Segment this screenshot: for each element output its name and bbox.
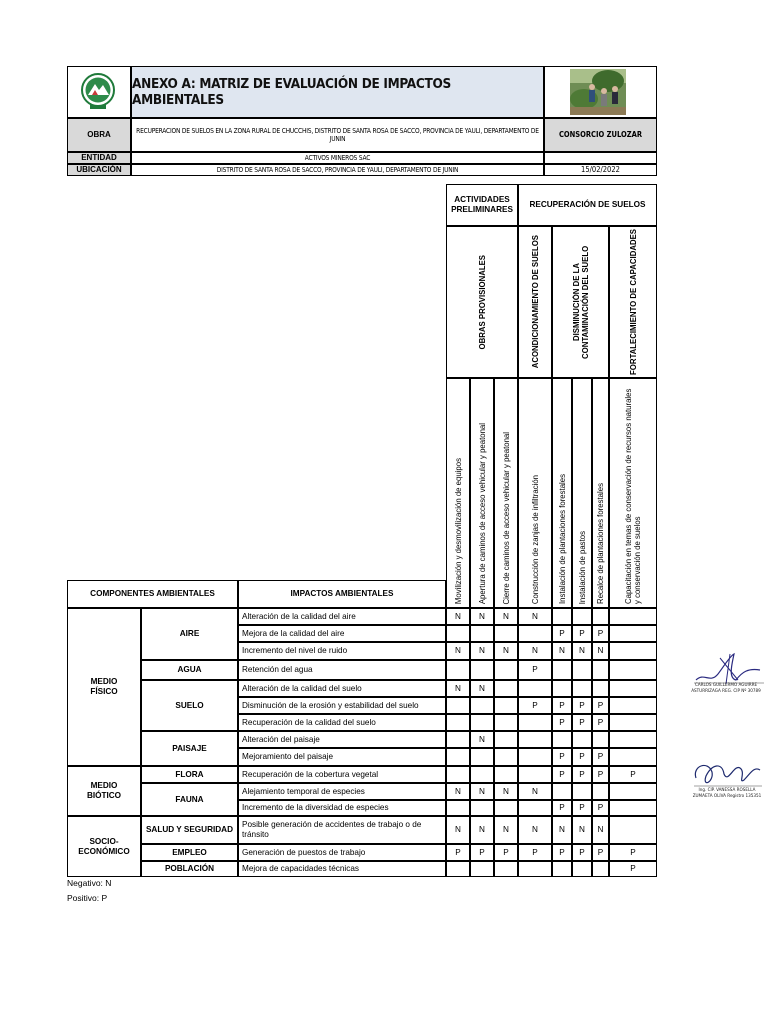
matrix-cell — [446, 731, 470, 748]
impact-label: Recuperación de la calidad del suelo — [238, 714, 446, 731]
matrix-cell: P — [552, 748, 572, 766]
matrix-cell — [609, 816, 657, 844]
impact-label: Mejoramiento del paisaje — [238, 748, 446, 766]
matrix-cell: P — [592, 697, 609, 714]
matrix-cell — [470, 660, 494, 680]
matrix-cell — [572, 861, 592, 877]
matrix-cell — [552, 783, 572, 800]
matrix-cell: P — [470, 844, 494, 861]
activity-header: Capacitación en temas de conservación de recursos naturales y conservación de suelos — [609, 378, 657, 608]
matrix-cell: N — [446, 783, 470, 800]
activity-header: Apertura de caminos de acceso vehicular y peatonal — [470, 378, 494, 608]
matrix-cell: P — [592, 748, 609, 766]
matrix-cell: P — [552, 625, 572, 642]
matrix-cell: N — [518, 608, 552, 625]
matrix-cell: P — [592, 714, 609, 731]
matrix-cell — [609, 660, 657, 680]
matrix-cell — [592, 861, 609, 877]
matrix-cell — [518, 748, 552, 766]
matrix-cell — [552, 660, 572, 680]
company-logo-icon — [80, 71, 116, 111]
matrix-cell — [494, 680, 518, 697]
matrix-cell: N — [446, 608, 470, 625]
activity-header: Movilización y desmovilización de equipos — [446, 378, 470, 608]
matrix-cell — [494, 714, 518, 731]
matrix-cell — [518, 731, 552, 748]
medio-biotico: MEDIO BIÓTICO — [67, 766, 141, 816]
subgroup-acondicionamiento: ACONDICIONAMIENTO DE SUELOS — [518, 226, 552, 378]
matrix-cell — [518, 714, 552, 731]
impact-label: Recuperación de la cobertura vegetal — [238, 766, 446, 783]
matrix-cell — [494, 731, 518, 748]
activity-header: Construcción de zanjas de infiltración — [518, 378, 552, 608]
matrix-cell: P — [592, 800, 609, 816]
factor-fauna: FAUNA — [141, 783, 238, 816]
matrix-cell — [572, 660, 592, 680]
matrix-cell — [446, 766, 470, 783]
factor-agua: AGUA — [141, 660, 238, 680]
matrix-cell: N — [552, 816, 572, 844]
matrix-cell: N — [470, 608, 494, 625]
impact-label: Alteración de la calidad del suelo — [238, 680, 446, 697]
medio-fisico: MEDIO FÍSICO — [67, 608, 141, 766]
matrix-cell — [518, 861, 552, 877]
matrix-cell: P — [518, 697, 552, 714]
matrix-cell: P — [609, 861, 657, 877]
matrix-cell: N — [494, 783, 518, 800]
matrix-cell — [470, 714, 494, 731]
col-impactos-ambientales: IMPACTOS AMBIENTALES — [238, 580, 446, 608]
activity-header: Cierre de caminos de acceso vehicular y peatonal — [494, 378, 518, 608]
matrix-cell: N — [494, 816, 518, 844]
matrix-cell — [609, 748, 657, 766]
matrix-cell: P — [572, 766, 592, 783]
subgroup-disminucion: DISMINUCIÓN DE LA CONTAMINACIÓN DEL SUELO — [552, 226, 609, 378]
matrix-cell: P — [494, 844, 518, 861]
factor-salud-seguridad: SALUD Y SEGURIDAD — [141, 816, 238, 844]
impact-label: Retención del agua — [238, 660, 446, 680]
matrix-cell — [446, 714, 470, 731]
matrix-cell — [609, 642, 657, 660]
matrix-cell — [552, 680, 572, 697]
matrix-cell — [470, 861, 494, 877]
matrix-cell: N — [518, 783, 552, 800]
matrix-cell: P — [572, 697, 592, 714]
factor-suelo: SUELO — [141, 680, 238, 731]
matrix-cell: N — [518, 816, 552, 844]
matrix-cell — [609, 697, 657, 714]
fecha-value: 15/02/2022 — [544, 164, 657, 176]
matrix-cell — [446, 697, 470, 714]
matrix-cell: P — [572, 748, 592, 766]
matrix-cell: N — [552, 642, 572, 660]
entidad-blank — [544, 152, 657, 164]
legend-negativo: Negativo: N — [67, 878, 112, 888]
matrix-cell — [518, 766, 552, 783]
matrix-cell — [592, 660, 609, 680]
matrix-cell — [446, 660, 470, 680]
matrix-cell: P — [518, 844, 552, 861]
matrix-cell — [609, 783, 657, 800]
matrix-cell: N — [592, 816, 609, 844]
impact-label: Posible generación de accidentes de trabajo o de tránsito — [238, 816, 446, 844]
matrix-cell: P — [609, 844, 657, 861]
matrix-cell — [609, 608, 657, 625]
matrix-cell — [572, 731, 592, 748]
group-recuperacion-suelos: RECUPERACIÓN DE SUELOS — [518, 184, 657, 226]
matrix-cell: N — [572, 642, 592, 660]
legend-positivo: Positivo: P — [67, 893, 108, 903]
matrix-cell — [494, 660, 518, 680]
matrix-cell — [572, 608, 592, 625]
impact-label: Disminución de la erosión y estabilidad del suelo — [238, 697, 446, 714]
matrix-cell — [446, 861, 470, 877]
matrix-cell — [592, 608, 609, 625]
field-photo-icon — [570, 69, 626, 115]
matrix-cell: P — [446, 844, 470, 861]
ubicacion-label: UBICACIÓN — [67, 164, 131, 176]
matrix-cell — [494, 766, 518, 783]
matrix-cell — [609, 680, 657, 697]
matrix-cell: P — [552, 800, 572, 816]
matrix-cell — [494, 800, 518, 816]
matrix-cell: N — [470, 816, 494, 844]
matrix-cell: P — [552, 697, 572, 714]
subgroup-fortalecimiento: FORTALECIMIENTO DE CAPACIDADES — [609, 226, 657, 378]
entidad-value: ACTIVOS MINEROS SAC — [131, 152, 544, 164]
matrix-cell: N — [446, 680, 470, 697]
matrix-cell: P — [572, 625, 592, 642]
matrix-cell — [446, 800, 470, 816]
matrix-cell — [592, 680, 609, 697]
ubicacion-value: DISTRITO DE SANTA ROSA DE SACCO, PROVINCIA DE YAULI, DEPARTAMENTO DE JUNIN — [131, 164, 544, 176]
matrix-cell: N — [494, 642, 518, 660]
matrix-cell: P — [572, 800, 592, 816]
matrix-cell: N — [470, 731, 494, 748]
obra-label: OBRA — [67, 118, 131, 152]
matrix-cell — [518, 680, 552, 697]
matrix-cell: N — [446, 642, 470, 660]
impact-label: Incremento del nivel de ruido — [238, 642, 446, 660]
matrix-cell — [470, 766, 494, 783]
matrix-cell — [446, 748, 470, 766]
matrix-cell — [552, 861, 572, 877]
matrix-cell: N — [470, 642, 494, 660]
factor-poblacion: POBLACIÓN — [141, 861, 238, 877]
obra-value: RECUPERACION DE SUELOS EN LA ZONA RURAL DE CHUCCHIS, DISTRITO DE SANTA ROSA DE SACCO, PROVINCIA DE YAULI, DEPARTAMENTO DE JUNIN — [131, 118, 544, 152]
matrix-cell — [446, 625, 470, 642]
group-actividades-preliminares: ACTIVIDADES PRELIMINARES — [446, 184, 518, 226]
factor-paisaje: PAISAJE — [141, 731, 238, 766]
matrix-cell: P — [609, 766, 657, 783]
matrix-cell: P — [592, 625, 609, 642]
impact-label: Alteración de la calidad del aire — [238, 608, 446, 625]
matrix-cell — [494, 861, 518, 877]
page-title: ANEXO A: MATRIZ DE EVALUACIÓN DE IMPACTOS AMBIENTALES — [132, 76, 451, 108]
activity-header: Instalación de plantaciones forestales — [552, 378, 572, 608]
matrix-cell: P — [572, 844, 592, 861]
matrix-cell: P — [552, 844, 572, 861]
matrix-cell — [470, 625, 494, 642]
matrix-cell — [470, 800, 494, 816]
impact-label: Generación de puestos de trabajo — [238, 844, 446, 861]
matrix-cell: P — [572, 714, 592, 731]
matrix-cell: P — [552, 714, 572, 731]
subgroup-obras-provisionales: OBRAS PROVISIONALES — [446, 226, 518, 378]
impact-label: Mejora de capacidades técnicas — [238, 861, 446, 877]
matrix-cell — [552, 608, 572, 625]
col-componentes-ambientales: COMPONENTES AMBIENTALES — [67, 580, 238, 608]
matrix-cell — [470, 697, 494, 714]
factor-flora: FLORA — [141, 766, 238, 783]
factor-aire: AIRE — [141, 608, 238, 660]
matrix-cell: N — [592, 642, 609, 660]
impact-label: Mejora de la calidad del aire — [238, 625, 446, 642]
matrix-cell — [572, 783, 592, 800]
impact-label: Alteración del paisaje — [238, 731, 446, 748]
activity-header: Recalce de plantaciones forestales — [592, 378, 609, 608]
matrix-cell — [552, 731, 572, 748]
matrix-cell — [494, 697, 518, 714]
matrix-cell — [470, 748, 494, 766]
matrix-cell: P — [592, 766, 609, 783]
matrix-cell — [609, 714, 657, 731]
impact-label: Incremento de la diversidad de especies — [238, 800, 446, 816]
title-cell — [131, 66, 544, 118]
matrix-cell: P — [592, 844, 609, 861]
entidad-label: ENTIDAD — [67, 152, 131, 164]
matrix-cell: N — [572, 816, 592, 844]
matrix-cell — [592, 731, 609, 748]
signature-1-text: CARLOS GUILLERMO AGUIRRE ASTURRIZAGA REG. CIP Nº 30789 — [691, 683, 761, 694]
matrix-cell — [494, 625, 518, 642]
matrix-cell: N — [494, 608, 518, 625]
signature-2-text: Ing. CIP. VANESSA ROSELLA ZUMAETA OLIVA Registro 135351 — [692, 788, 762, 799]
matrix-cell: P — [518, 660, 552, 680]
matrix-cell: P — [552, 766, 572, 783]
matrix-cell — [518, 625, 552, 642]
medio-socioeconomico: SOCIO-ECONÓMICO — [67, 816, 141, 877]
impact-label: Alejamiento temporal de especies — [238, 783, 446, 800]
matrix-cell — [572, 680, 592, 697]
matrix-cell — [494, 748, 518, 766]
matrix-cell: N — [518, 642, 552, 660]
factor-empleo: EMPLEO — [141, 844, 238, 861]
matrix-cell — [609, 800, 657, 816]
matrix-cell — [609, 731, 657, 748]
matrix-cell — [518, 800, 552, 816]
matrix-cell: N — [470, 783, 494, 800]
activity-header: Instalación de pastos — [572, 378, 592, 608]
consorcio-name: CONSORCIO ZULOZAR — [544, 118, 657, 152]
matrix-cell — [609, 625, 657, 642]
matrix-cell: N — [446, 816, 470, 844]
matrix-cell: N — [470, 680, 494, 697]
matrix-cell — [592, 783, 609, 800]
